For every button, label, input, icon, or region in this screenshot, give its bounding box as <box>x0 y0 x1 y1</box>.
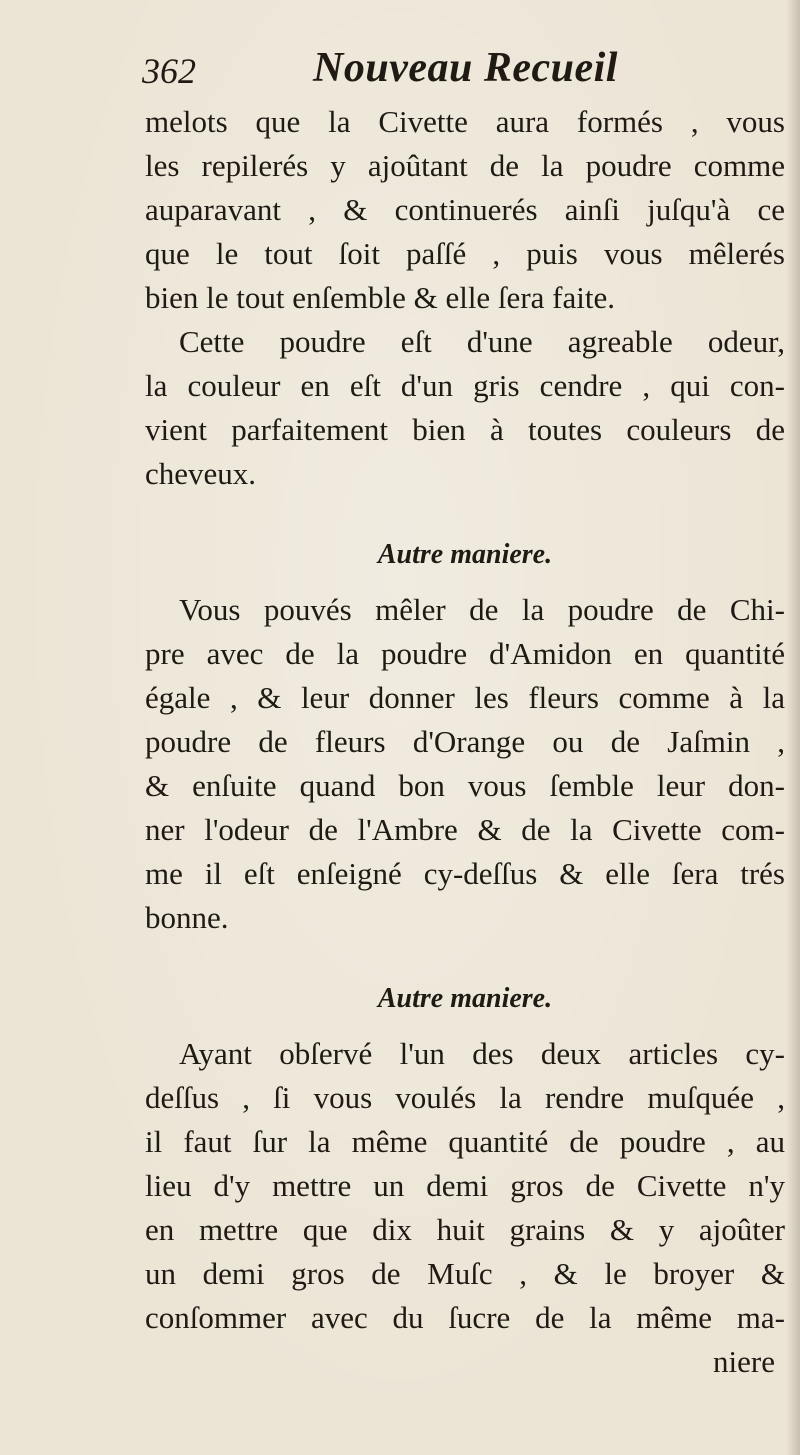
text-line: la couleur en eſt d'un gris cendre , qui con- <box>145 368 785 403</box>
text-line: conſommer avec du ſucre de la même ma- <box>145 1300 785 1335</box>
text-line: égale , & leur donner les fleurs comme à la <box>145 680 785 715</box>
text-line: & enſuite quand bon vous ſemble leur don- <box>145 768 785 803</box>
page-header <box>138 42 778 102</box>
text-line: vient parfaitement bien à toutes couleurs de <box>145 412 785 447</box>
text-line: que le tout ſoit paſſé , puis vous mêlerés <box>145 236 785 271</box>
text-line: me il eſt enſeigné cy-deſſus & elle ſera trés <box>145 856 785 891</box>
section-heading: Autre maniere. <box>377 539 553 570</box>
text-line: auparavant , & continuerés ainſi juſqu'à ce <box>145 192 785 227</box>
page-number: 362 <box>142 51 196 91</box>
text-line: il faut ſur la même quantité de poudre , au <box>145 1124 785 1159</box>
text-line: un demi gros de Muſc , & le broyer & <box>145 1256 785 1291</box>
body-text <box>145 100 785 1384</box>
text-line: poudre de fleurs d'Orange ou de Jaſmin , <box>145 724 785 759</box>
section-heading: Autre maniere. <box>377 983 553 1014</box>
text-line: melots que la Civette aura formés , vous <box>145 104 785 139</box>
page-edge-shadow <box>786 0 800 1455</box>
text-line: ner l'odeur de l'Ambre & de la Civette com- <box>145 812 785 847</box>
text-line: en mettre que dix huit grains & y ajoûter <box>145 1212 785 1247</box>
text-line: pre avec de la poudre d'Amidon en quantité <box>145 636 785 671</box>
text-line: Cette poudre eſt d'une agreable odeur, <box>179 324 785 359</box>
text-line: lieu d'y mettre un demi gros de Civette n'y <box>145 1168 785 1203</box>
text-line: les repilerés y ajoûtant de la poudre comme <box>145 148 785 183</box>
text-line: bien le tout enſemble & elle ſera faite. <box>145 280 615 315</box>
text-line: cheveux. <box>145 456 257 491</box>
text-line: Vous pouvés mêler de la poudre de Chi- <box>179 592 785 627</box>
text-line: Ayant obſervé l'un des deux articles cy- <box>179 1036 785 1071</box>
text-line: deſſus , ſi vous voulés la rendre muſquée , <box>145 1080 785 1115</box>
text-line: bonne. <box>145 900 229 935</box>
running-title: Nouveau Recueil <box>313 45 618 91</box>
catchword: niere <box>713 1344 775 1379</box>
